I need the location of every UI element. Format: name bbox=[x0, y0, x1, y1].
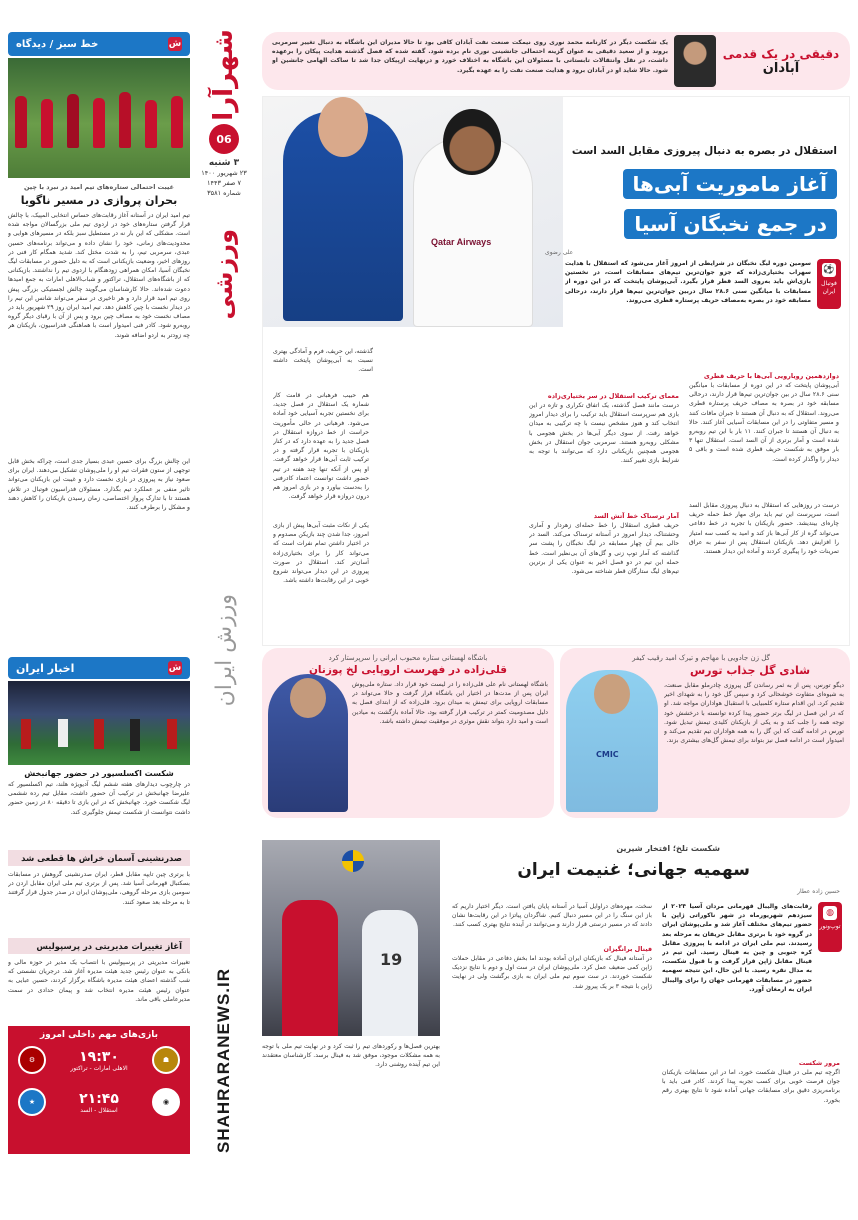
volleyball-photo bbox=[262, 840, 440, 1036]
story-1-body-2: این چالش بزرگ برای حسین عبدی بسیار جدی است، چراکه بخش قابل توجهی از ستون فقرات تیم او را ملی‌پوشان تشکیل می‌دهند. ایران برای صعود نیاز به پیروزی در بازی نخست دارد و غیبت این بازیکنان می‌تواند تاثیر منفی بر عملکرد تیم بگذارد. مسئولان فدراسیون فوتبال در تلاش هستند تا با تدارک پرواز اختصاصی، زمان رسیدن بازیکنان را کاهش دهند و مشکل را برطرف کنند. bbox=[8, 458, 190, 512]
torres-body: دیگو تورس، پس از به ثمر رساندن گل پیروزی چادرملو مقابل صنعت، به شیوه‌ای متفاوت خوشحالی کرد و سپس گل خود را به شهدای اخیر تقدیم کرد. این اقدام ستاره کلمبیایی با استقبال هواداران مواجه شد. او که در این فصل در لیگ برتر حضور پیدا کرده توانسته با درخشش خود توجه همه را جلب کند و به یکی از بازیکنان کلیدی تیمش تبدیل شود. تورس در ادامه گفت که این گل را به همه هواداران تیم تقدیم می‌کند و امیدوار است در ادامه فصل نیز بتواند برای تیمش گل‌های بیشتری بزند. bbox=[664, 682, 844, 745]
top-banner bbox=[262, 32, 850, 90]
story-4-title: آغاز تغییرات مدیریتی در پرسپولیس bbox=[8, 938, 190, 954]
fixture-row bbox=[12, 1046, 186, 1074]
column-body: درست مانند فصل گذشته، یک اتفاق تکراری و تازه در این بازی هم سرپرست استقلال باید ترکیب را برای دیدار امروز انتخاب کند و هنوز مشخص نیست با چه ترکیبی به میدان خواهد رفت. از سوی دیگر آبی‌ها در بخش هجومی با مشکلی روبه‌رو هستند. سرمربی جوان استقلال در بخش هجومی همچنین بازیکنانی دارد که می‌توانند با توجه به شرایط بازی تغییر کنند. bbox=[529, 402, 679, 465]
match-teams: الاهلی امارات - تراکتور bbox=[70, 1064, 128, 1072]
fixture-row bbox=[12, 1088, 186, 1116]
sponsor-label: Qatar Airways bbox=[431, 237, 492, 247]
volleyball-story bbox=[262, 826, 850, 1214]
main-title-2: در جمع نخبگان آسیا bbox=[624, 209, 837, 239]
subhead: مرور شکست bbox=[798, 1059, 840, 1067]
banner-title: آبادان bbox=[762, 60, 800, 76]
fixtures-box bbox=[8, 1026, 190, 1154]
tractor-logo: ⚙ bbox=[18, 1046, 46, 1074]
story-3-title: صدرنشینی آسمان خراش ها قطعی شد bbox=[8, 850, 190, 866]
column-body: درست در روزهایی که استقلال به دنبال پیروزی مقابل السد است، سرپرست این تیم باید برای مهار خط حمله حریف چاره‌ای بیندیشد. حضور بازیکنان با تجربه در خط دفاعی می‌تواند گره از کار آبی‌ها باز کند و امید به کسب سه امتیاز را افزایش دهد. بازیکنان استقلال پس از سفر به عراق تمرینات خود را پیگیری کردند و آماده این دیدار هستند. bbox=[689, 502, 839, 556]
news-header: ش اخبار ایران bbox=[8, 657, 190, 679]
jersey-number: 19 bbox=[380, 950, 403, 969]
gholizadeh-story bbox=[262, 648, 554, 818]
volley-kicker: شکست تلخ؛ افتخار شیرین bbox=[616, 844, 720, 853]
volley-column-2 bbox=[452, 944, 652, 1204]
issue-date: ۳ شنبه ۲۳ شهریور ۱۴۰۰ ۷ صفر ۱۴۴۳ شماره ۳۵۸۱ bbox=[201, 158, 247, 197]
subhead: آمار ترسناک خط آتش السد bbox=[593, 512, 679, 520]
sub-brand-logo: ورزشی bbox=[210, 228, 238, 320]
youth-team-photo bbox=[8, 58, 190, 178]
main-column-1 bbox=[689, 371, 839, 641]
section-badge: ⚽ فوتبال ایران bbox=[817, 259, 841, 309]
story-2-body: در چارچوب دیدارهای هفته ششم لیگ آدیویژه هلند، تیم اکسلسیور که علیرضا جهانبخش در ترکیب آن حضور داشت، مقابل تیم رده ششمی لیگ شکست خورد. جهانبخش که در این بازی تا دقیقه ۸۰ در زمین حضور داشت نتوانست از شکست تیمش جلوگیری کند. bbox=[8, 781, 190, 816]
main-column-2 bbox=[529, 391, 679, 641]
main-title-1: آغاز ماموریت آبی‌ها bbox=[623, 169, 837, 199]
gholizadeh-kicker: باشگاه لهستانی ستاره محبوب ایرانی را سرپرستار کرد bbox=[328, 654, 488, 662]
main-photo bbox=[263, 97, 563, 327]
torres-story bbox=[560, 648, 850, 818]
banner-body: یک شکست دیگر در کارنامه محمد نوری روی نیمکت صنعت نفت آبادان کافی بود تا حالا مدیران این باشگاه به دنبال تغییر سرمربی بروند و از سعید دقیقی به عنوان گزینه احتمالی جانشینی نوری نام برده شود. گفته شده که فصل گذشته هدایت پیکان را برعهده داشت، در نقل وانتقالات تابستانی با مسئولان این باشگاه به اختلاف خورد و درنهایت ازپیکان جدا شد تا ساکت الهامی جانشین او شود. حالا شاید او در آبادان برود و هدایت صنعت نفت را به عهده بگیرد. bbox=[272, 39, 668, 74]
main-column-wide bbox=[373, 329, 533, 389]
story-1-body: تیم امید ایران در آستانه آغاز رقابت‌های حساس انتخابی المپیک، با چالش قرار گرفتن ستاره‌های خود در اردوی تیم ملی بزرگسالان مواجه شده است. مشکلی که این بار نه در مستطیل سبز بلکه در مسیرهای هوایی و محدودیت‌های زمانی، خود را نشان داده و می‌تواند برنامه‌های حسین عبدی، سرمربی تیم، را به شدت مختل کند. شدید همگام کار فنی در روزهای اخیر، وضعیت بازیکنانی است که به دلیل حضور در مسابقات لیگ نخبگان آسیا، امکان همراهی زودهنگام با اردوی تیم را نداشتند. بازیکنانی که از باشگاه‌های استقلال، تراکتور و شباب‌الاهلی امارات به جمع امیدها دعوت شده‌اند. حالا کارشناسان می‌گویند چالش لجستیکی بزرگی پیش روی تیم امید قرار دارد و هر تاخیری در سفر می‌تواند شانس این تیم را در دیدار نخست با چین کاهش دهد. تیم امید ایران روز ۲۹ شهریور باید در مصاف نخست خود به مصاف چین برود و پس از آن با رقبای دیگر گروه روبه‌رو شود. کادر فنی امیدوار است با هماهنگی فدراسیون، بازیکنان هر چه زودتر به اردو اضافه شوند. bbox=[8, 212, 190, 339]
volley-title: سهمیه جهانی؛ غنیمت ایران bbox=[517, 860, 750, 880]
brand-icon: ش bbox=[168, 39, 182, 49]
jersey-label: CMIC bbox=[596, 750, 619, 759]
match-teams: استقلال - السد bbox=[80, 1106, 118, 1114]
brand-icon: ش bbox=[168, 663, 182, 673]
gholizadeh-photo bbox=[268, 674, 348, 812]
al-sadd-logo: ◉ bbox=[152, 1088, 180, 1116]
volleyball-icon: ◍ bbox=[823, 906, 837, 920]
page-number-badge: 06 bbox=[209, 124, 239, 154]
banner-kicker: دقیقی در یک قدمی bbox=[722, 46, 840, 61]
sidebar-header: ش خط سبز / دیدگاه bbox=[8, 32, 190, 56]
volley-column-3: بهترین فصل‌ها و رکوردهای تیم را ثبت کرد و در نهایت تیم ملی با توجه به همه مشکلات موجود، موفق شد به فینال برسد. کارشناسان معتقدند این تیم آینده روشنی دارد. bbox=[262, 1043, 440, 1069]
column-body: حریف قطری استقلال را خط حمله‌ای زهردار و آماری وحشتناک، دیدار امروز در آستانه ترسناک می‌کند. السد در حالی بیم آن چهار مسابقه در لیگ نخبگان را پشت سر گذاشته که آمار توپ زنی و گل‌های آن بی‌نظیر است. خط حمله این تیم در دو فصل اخیر به عنوان یکی از برترین تیم‌های لیگ ستارگان قطر شناخته می‌شود. bbox=[529, 522, 679, 576]
section-label: ورزش ایران bbox=[211, 593, 237, 707]
volley-column: سخت، مهره‌های دراوایل آسیا در آستانه پایان یافتن است. دیگر اختیار داریم که باز این سنگ را در این مسیر دنبال کنیم. شاگردان پیاتزا در این رقابت‌ها نشان دادند که در مسیر درستی قرار دارند و می‌توانند در آینده نتایج بهتری کسب کنند. bbox=[452, 903, 652, 929]
brand-logo: شهرآرا bbox=[209, 29, 239, 121]
gholizadeh-title: قلی‌زاده در فهرست اروپایی لخ پوزنان bbox=[308, 664, 508, 676]
esteghlal-logo: ★ bbox=[18, 1088, 46, 1116]
main-lead-tail: گذشته، این حریف، فرم و آمادگی بهتری نسبت به آبی‌پوشان پایتخت داشته است. bbox=[273, 348, 373, 374]
website-label: SHAHRARANEWS.IR bbox=[214, 967, 233, 1153]
subhead: فینال برانگیزان bbox=[603, 945, 652, 953]
fixtures-title: بازی‌های مهم داخلی امروز bbox=[39, 1030, 159, 1040]
excelsior-photo bbox=[8, 681, 190, 765]
football-icon: ⚽ bbox=[823, 265, 835, 275]
torres-photo bbox=[566, 670, 658, 812]
subhead: معمای ترکیب استقلال در سر بختیاری‌زاده bbox=[547, 392, 679, 400]
volley-lead: رقابت‌های والیبال قهرمانی مردان آسیا ۲۰۲۴ از سیزدهم شهریورماه در شهر ناکوراتی ژاپن با حضور تیم‌های مختلف آغاز شد و ملی‌پوشان ایران در گروه خود با برتری مقابل حریفان به مرحله بعد رسیدند. تیم ملی ایران در ادامه با پیروزی مقابل کره جنوبی و چین به فینال رسید. این تیم در فینال مقابل ژاپن قرار گرفت و با قبول شکست، به مدال نقره رسید. با این حال، این نتیجه سهمیه حضور در مسابقات قهرمانی جهان را برای والیبال ایران به ارمغان آورد. bbox=[662, 903, 812, 993]
al-ahli-logo: ☗ bbox=[152, 1046, 180, 1074]
volley-author: حسین زاده عطار bbox=[797, 888, 840, 895]
author: علی رضوی bbox=[545, 249, 574, 256]
main-story bbox=[262, 96, 850, 646]
coach-photo bbox=[674, 35, 716, 87]
match-time: ۱۹:۳۰ bbox=[79, 1048, 119, 1065]
column-body: یکی از نکات مثبت آبی‌ها پیش از بازی امروز، جدا شدن چند بازیکن مصدوم و در اختیار داشتن تمام نفرات است که می‌تواند کار را برای بختیاری‌زاده آسان‌تر کند. استقلال در صورت پیروزی در این دیدار می‌تواند شروع خوبی در این رقابت‌ها داشته باشد. bbox=[273, 522, 369, 585]
gholizadeh-body: باشگاه لهستانی نام علی قلی‌زاده را در لیست خود قرار داد. ستاره ملی‌پوش ایران پس از مدت‌ها در اختیار این باشگاه قرار گرفت و حالا می‌تواند در مسابقات اروپایی برای تیمش به میدان برود. قلی‌زاده که از ابتدای فصل به دلیل مصدومیت کمتر در ترکیب قرار گرفته بود، حالا آماده بازگشت به میادین است و امید دارد بتواند نقش موثری در موفقیت تیمش داشته باشد. bbox=[352, 681, 548, 725]
column-body: در آستانه فینال که بازیکنان ایران آماده بودند اما بخش دفاعی در مقابل حملات ژاپن کمی ضعیف عمل کرد. ملی‌پوشان ایران در ست اول و دوم با نتایج نزدیک شکست خوردند. در ست سوم تیم ملی ایران به بازی برگشت ولی در نهایت ژاپن با نتیجه ۳ بر یک پیروز شد. bbox=[452, 955, 652, 990]
story-1-kicker: غیبت احتمالی ستاره‌های تیم امید در نبرد با چین bbox=[24, 183, 174, 191]
subhead: دوازدهمین رویارویی آبی‌ها با حریف قطری bbox=[703, 372, 839, 380]
sidebar-column bbox=[8, 32, 190, 1212]
story-4-body: تغییرات مدیریتی در پرسپولیس با انتصاب یک مدیر در حوزه مالی و بانکی به عنوان رئیس جدید هیئت مدیره آغاز شد. درجریان نشستی که شب گذشته اعضای هیئت مدیره باشگاه برگزار کردند، حسین عبایی به عنوان رئیس هیئت مدیره انتخاب شد و پیمان حدادی در سمت مدیرعاملی باقی ماند. bbox=[8, 959, 190, 1003]
torres-title: شادی گل جذاب تورس bbox=[689, 664, 811, 677]
main-lead: سومین دوره لیگ نخبگان در شرایطی از امروز آغاز می‌شود که استقلال با هدایت سهراب بختیاری‌زاده که جزو جوان‌ترین تیم‌های مسابقات است، در نخستین بازی‌اش باید به‌روی السد قطر قرار بگیرد. آبی‌پوشان پایتخت که در این دوره از مسابقات با میانگین سنی ۲۸.۶ سال دربین جوان‌ترین تیم‌ها قرار دارند، درحالی مسابقه خود در بصره به‌مصاف حریف پرستاره قطری می‌روند. bbox=[565, 260, 811, 304]
volley-column-1 bbox=[662, 1058, 840, 1208]
masthead-strip bbox=[192, 30, 256, 1215]
story-1-title: بحران پروازی در مسیر ناگویا bbox=[20, 194, 178, 207]
match-time: ۲۱:۴۵ bbox=[79, 1090, 119, 1107]
column-body: آبی‌پوشان پایتخت که در این دوره از مسابقات با میانگین سنی ۲۸.۶ سال در بین جوان‌ترین تیم‌ها قرار دارند، درحالی مسابقه خود در بصره به مصاف حریف پرستاره قطری می‌روند. استقلال که به دنبال آن هستند تا جبران مافات کنند و مسیر متفاوتی را در این مسابقات آسیایی آغاز کنند. حالا به دنبال آن هستند تا جبران کنند. ۱۱ بار با این تیم روبه‌رو شده است و آمار برتری از آن السد است. استقلال تنها ۳ بار موفق به شکست حریف قطری شده است و باقی ۵ دیدار را واگذار کرده است. bbox=[689, 382, 839, 463]
main-kicker: استقلال در بصره به دنبال پیروزی مقابل السد است bbox=[571, 145, 837, 157]
story-2-title: شکست اکسلسیور در حضور جهانبخش bbox=[24, 769, 174, 778]
main-column-3 bbox=[273, 391, 369, 641]
volley-badge: ◍ توپ‌ونور bbox=[818, 902, 842, 952]
torres-kicker: گل زن جادویی با مهاجم و تیرک امید رقیب کیفر bbox=[632, 654, 770, 662]
column-body: هم حبیب فرهبانی در قامت کار شماره یک استقلال در فصل جدید، برای نخستین تجربه آسیایی خود آماده می‌شود. فرهبانی در حالی مأموریت حراست از خط دروازه استقلال در فصل جدید را به عهده دارد که در کنار بازیکنان با تجربه قرار گرفته و در ترکیب ثابت آبی‌ها قرار خواهد گرفت. او پس از آنکه تنها چند هفته در تیم حضور داشت توانست اعتماد کادرفنی را به‌دست بیاورد و در بازی امروز هم درون دروازه قرار خواهد گرفت. bbox=[273, 392, 369, 501]
story-3-body: با برتری چین تایپه مقابل قطر، ایران صدرنشینی گروهش در مسابقات بسکتبال قهرمانی آسیا شد. پس از برتری تیم ملی ایران مقابل اردن در سومین بازی مرحله گروهی، ملی‌پوشان ایران در صدر جدول قرار گرفتند تا به مرحله بعد صعود کنند. bbox=[8, 871, 190, 906]
column-body: اگرچه تیم ملی در فینال شکست خورد، اما در این مسابقات بازیکنان جوان فرصت خوبی برای کسب تجربه پیدا کردند. کادر فنی باید با برنامه‌ریزی دقیق برای مسابقات جهانی آماده شود تا نتایج بهتری رقم بخورد. bbox=[662, 1069, 840, 1104]
